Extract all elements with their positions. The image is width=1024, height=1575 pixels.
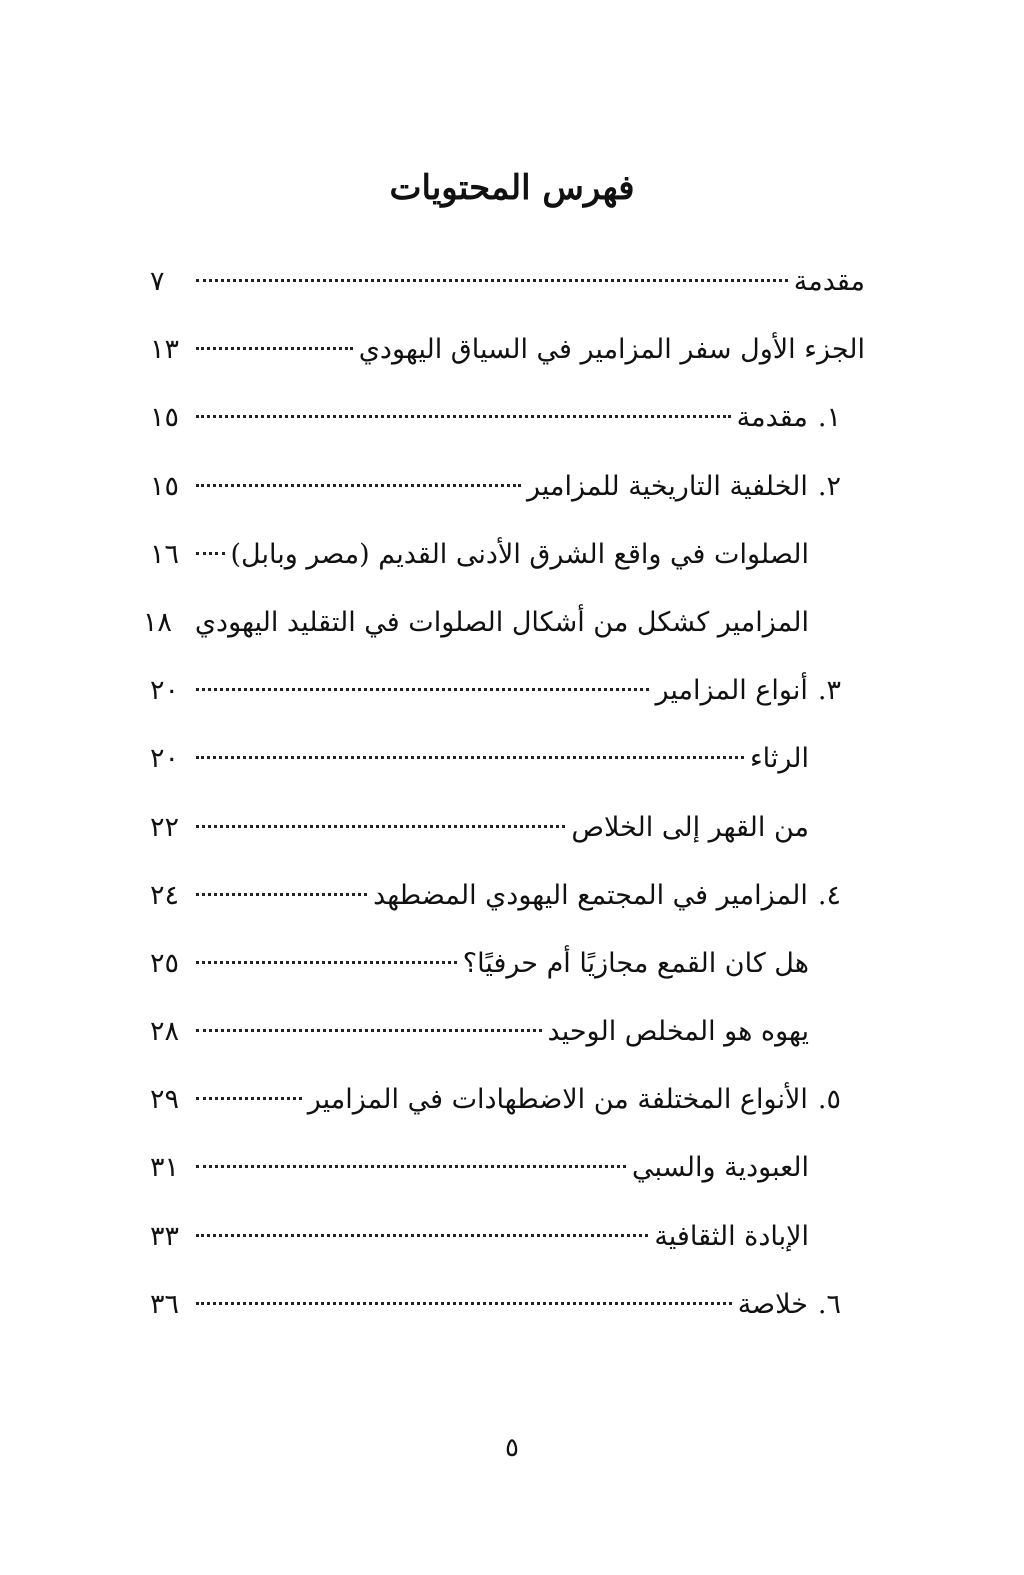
dot-leader — [196, 279, 788, 282]
toc-entry-number: ٥. — [817, 1084, 841, 1116]
toc-entry-page: ٢٢ — [150, 811, 180, 843]
toc-entry-label: العبودية والسبي — [632, 1152, 809, 1184]
toc-entry-page: ٢٠ — [150, 743, 180, 775]
dot-leader — [196, 961, 457, 964]
toc-entry-label: يهوه هو المخلص الوحيد — [547, 1016, 809, 1048]
toc-entry[interactable] — [150, 1273, 865, 1341]
dot-leader — [196, 1097, 302, 1100]
dot-leader — [196, 688, 649, 691]
toc-entry-label: الأنواع المختلفة من الاضطهادات في المزامير — [307, 1084, 808, 1116]
toc-entry-label: مقدمة — [793, 266, 865, 297]
toc-entry[interactable] — [150, 1136, 865, 1204]
toc-entry-label: الإبادة الثقافية — [654, 1220, 809, 1252]
toc-entry-label: الخلفية التاريخية للمزامير — [526, 470, 808, 502]
dot-leader — [196, 1234, 648, 1237]
toc-entry-number: ٦. — [817, 1288, 841, 1320]
dot-leader — [196, 347, 353, 350]
toc-entry[interactable] — [150, 1205, 865, 1273]
dot-leader — [196, 1165, 626, 1168]
toc-entry-label: المزامير في المجتمع اليهودي المضطهد — [373, 879, 808, 911]
toc-entry-number: ٣. — [817, 675, 841, 707]
toc-entry[interactable] — [150, 1000, 865, 1068]
dot-leader — [196, 415, 731, 418]
toc-entry-label: مقدمة — [736, 402, 808, 434]
toc-entry-number: ٤. — [817, 879, 841, 911]
toc-entry-page: ٣٦ — [150, 1288, 180, 1320]
toc-entry[interactable] — [150, 386, 865, 454]
toc-entry[interactable] — [150, 864, 865, 932]
toc-entry[interactable] — [150, 455, 865, 523]
toc-entry[interactable] — [150, 523, 865, 591]
toc-entry-page: ٣١ — [150, 1152, 180, 1184]
toc-entry-page: ١٦ — [150, 538, 180, 570]
toc-entry-page: ٧ — [150, 266, 165, 297]
toc-entry-number: ٢. — [817, 470, 841, 502]
dot-leader — [196, 484, 521, 487]
dot-leader — [196, 1029, 542, 1032]
toc-entry-page: ٢٩ — [150, 1084, 180, 1116]
dot-leader — [196, 893, 367, 896]
toc-entry-page: ١٥ — [150, 402, 180, 434]
toc-entry-page: ١٨ — [142, 606, 172, 638]
toc-entry-page: ١٥ — [150, 470, 180, 502]
toc-entry-label: الجزء الأول سفر المزامير في السياق اليهودي — [358, 334, 865, 366]
dot-leader — [196, 756, 744, 759]
toc-entry-number: ١. — [817, 402, 841, 434]
toc-entry-label: الرثاء — [749, 743, 809, 775]
toc-entry[interactable] — [150, 796, 865, 864]
table-of-contents — [142, 250, 865, 1341]
page-title: فهرس المحتويات — [389, 168, 635, 208]
toc-entry-page: ٢٠ — [150, 675, 180, 707]
toc-entry-page: ١٣ — [150, 334, 180, 366]
page-number: ٥ — [505, 1433, 519, 1463]
toc-entry[interactable] — [150, 727, 865, 795]
toc-entry-label: الصلوات في واقع الشرق الأدنى القديم (مصر وبابل) — [230, 538, 809, 570]
toc-entry[interactable] — [142, 591, 865, 659]
toc-entry-page: ٢٥ — [150, 947, 180, 979]
toc-entry-page: ٢٤ — [150, 879, 180, 911]
toc-entry[interactable] — [150, 659, 865, 727]
toc-entry-label: هل كان القمع مجازيًا أم حرفيًا؟ — [462, 947, 809, 979]
toc-entry-page: ٢٨ — [150, 1016, 180, 1048]
toc-entry[interactable] — [150, 932, 865, 1000]
dot-leader — [196, 825, 565, 828]
dot-leader — [196, 552, 225, 555]
toc-entry-label: أنواع المزامير — [655, 675, 808, 707]
toc-entry-page: ٣٣ — [150, 1220, 180, 1252]
toc-entry[interactable] — [150, 250, 865, 318]
dot-leader — [196, 1302, 732, 1305]
toc-entry-label: خلاصة — [737, 1288, 808, 1320]
toc-entry[interactable] — [150, 318, 865, 386]
toc-entry-label: المزامير كشكل من أشكال الصلوات في التقليد اليهودي — [194, 606, 809, 638]
toc-entry[interactable] — [150, 1068, 865, 1136]
toc-entry-label: من القهر إلى الخلاص — [571, 811, 809, 843]
